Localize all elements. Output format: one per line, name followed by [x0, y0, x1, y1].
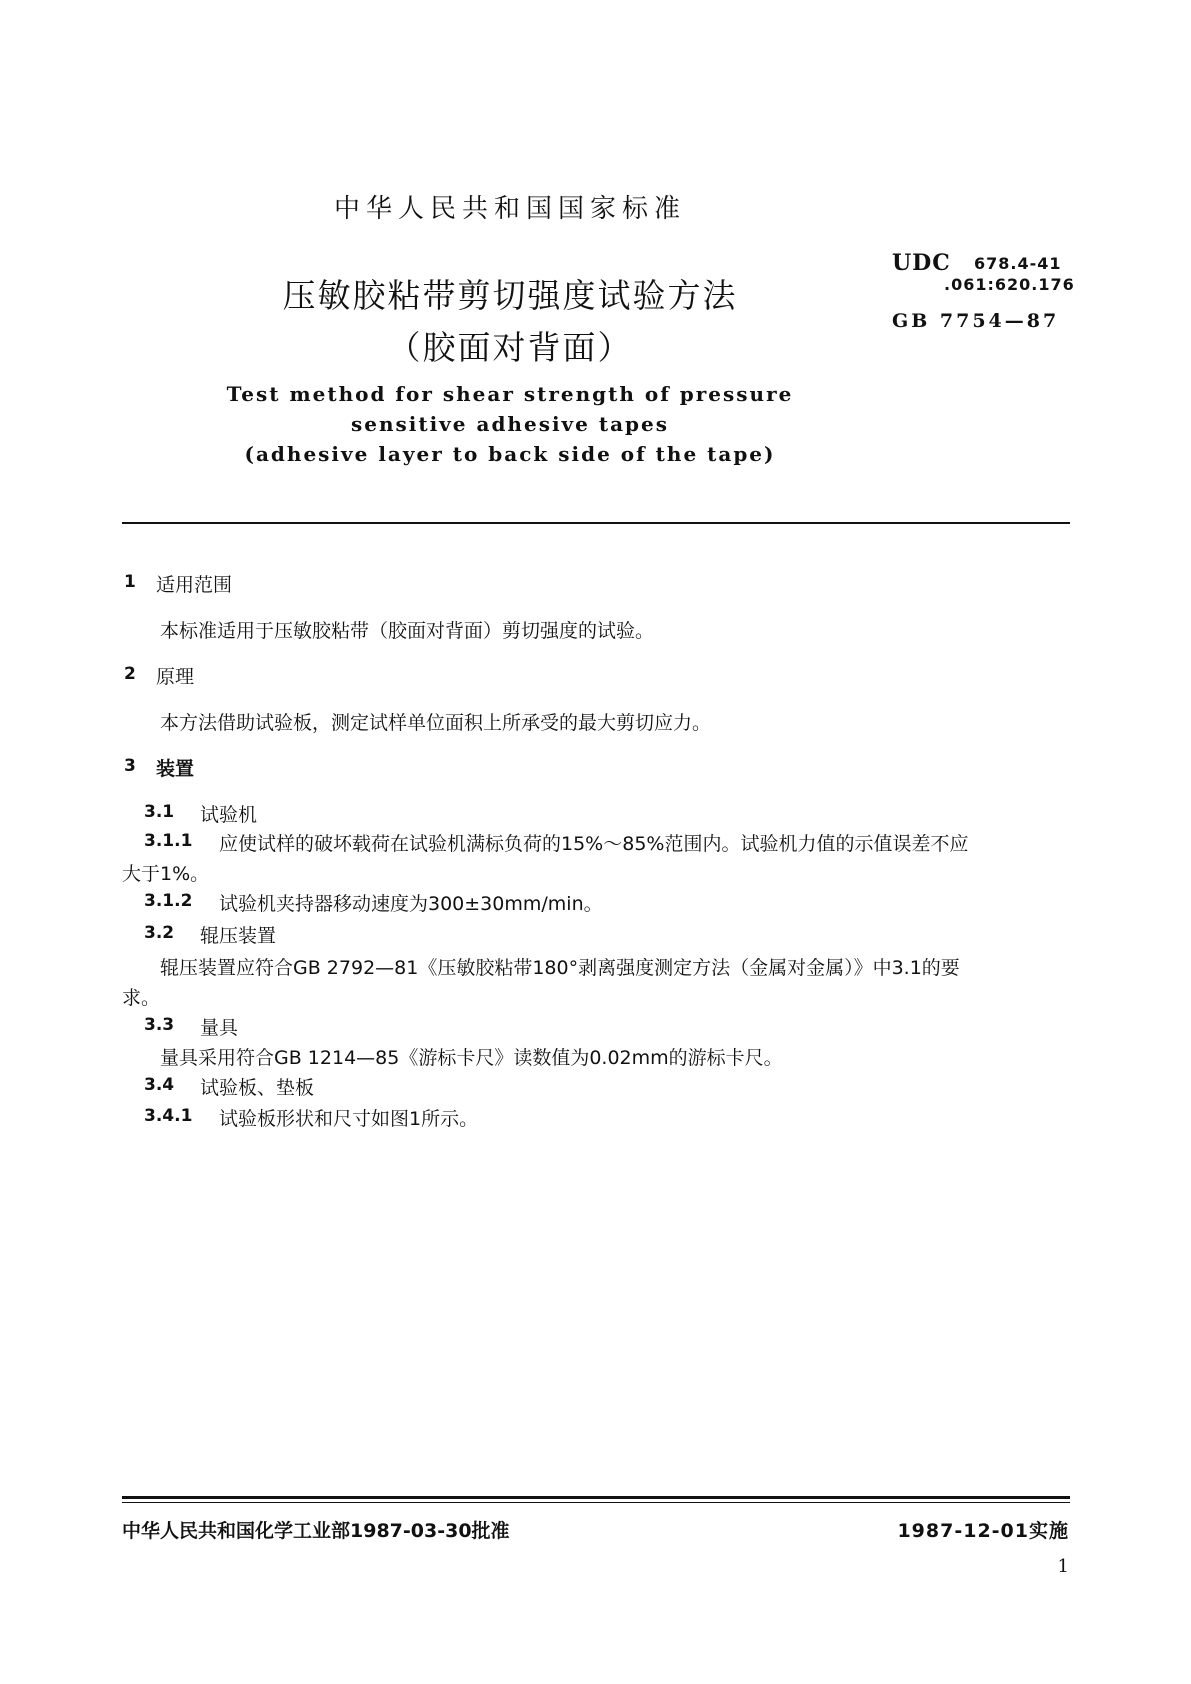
section-3-3-number: 3.3: [144, 1015, 175, 1035]
section-2-text: 本方法借助试验板，测定试样单位面积上所承受的最大剪切应力。: [160, 712, 712, 734]
section-3-1-title: 试验机: [200, 804, 258, 826]
section-3-2-text: 辊压装置应符合GB 2792—81《压敏胶粘带180°剥离强度测定方法（金属对金属）》中3.1的要: [160, 957, 960, 979]
section-3-2-title: 辊压装置: [200, 925, 277, 947]
footer-divider-thin: [122, 1502, 1070, 1503]
section-1-text: 本标准适用于压敏胶粘带（胶面对背面）剪切强度的试验。: [160, 620, 655, 642]
title-en-line3: (adhesive layer to back side of the tape): [244, 442, 776, 466]
section-3-4-title: 试验板、垫板: [200, 1077, 315, 1099]
title-cn-line1: 压敏胶粘带剪切强度试验方法: [282, 276, 738, 315]
section-1-number: 1: [124, 572, 136, 592]
udc-code-line2: .061:620.176: [944, 275, 1075, 294]
udc-label: UDC: [892, 250, 951, 276]
national-standard-heading: 中华人民共和国国家标准: [333, 194, 686, 224]
implementation-date: 1987-12-01实施: [897, 1520, 1069, 1542]
section-3-4-number: 3.4: [144, 1075, 175, 1095]
title-en-line2: sensitive adhesive tapes: [350, 412, 670, 436]
section-2-title: 原理: [156, 666, 195, 688]
section-3-3-title: 量具: [200, 1017, 239, 1039]
section-3-4-1-number: 3.4.1: [144, 1106, 193, 1126]
section-3-2-text-cont: 求。: [122, 987, 161, 1009]
footer-divider: [122, 1496, 1070, 1499]
page-number: 1: [1057, 1556, 1069, 1577]
section-1-title: 适用范围: [156, 574, 233, 596]
section-3-1-1-number: 3.1.1: [144, 831, 193, 851]
section-3-1-number: 3.1: [144, 802, 175, 822]
section-3-3-text: 量具采用符合GB 1214—85《游标卡尺》读数值为0.02mm的游标卡尺。: [160, 1047, 783, 1069]
section-3-title: 装置: [156, 758, 195, 780]
section-3-1-1-text-cont: 大于1%。: [122, 863, 210, 885]
title-en-line1: Test method for shear strength of pressure: [226, 382, 794, 406]
approval-statement: 中华人民共和国化学工业部1987-03-30批准: [122, 1520, 510, 1542]
section-3-1-2-text: 试验机夹持器移动速度为300±30mm/min。: [219, 893, 603, 915]
title-cn-line2: （胶面对背面）: [387, 328, 633, 367]
header-divider: [122, 522, 1070, 524]
section-3-4-1-text: 试验板形状和尺寸如图1所示。: [219, 1108, 479, 1130]
section-2-number: 2: [124, 664, 136, 684]
section-3-1-1-text: 应使试样的破坏载荷在试验机满标负荷的15%～85%范围内。试验机力值的示值误差不应: [219, 833, 969, 855]
gb-code: GB 7754—87: [892, 310, 1060, 332]
udc-code-line1: 678.4-41: [974, 254, 1062, 273]
section-3-1-2-number: 3.1.2: [144, 891, 193, 911]
section-3-number: 3: [124, 756, 136, 776]
section-3-2-number: 3.2: [144, 923, 175, 943]
